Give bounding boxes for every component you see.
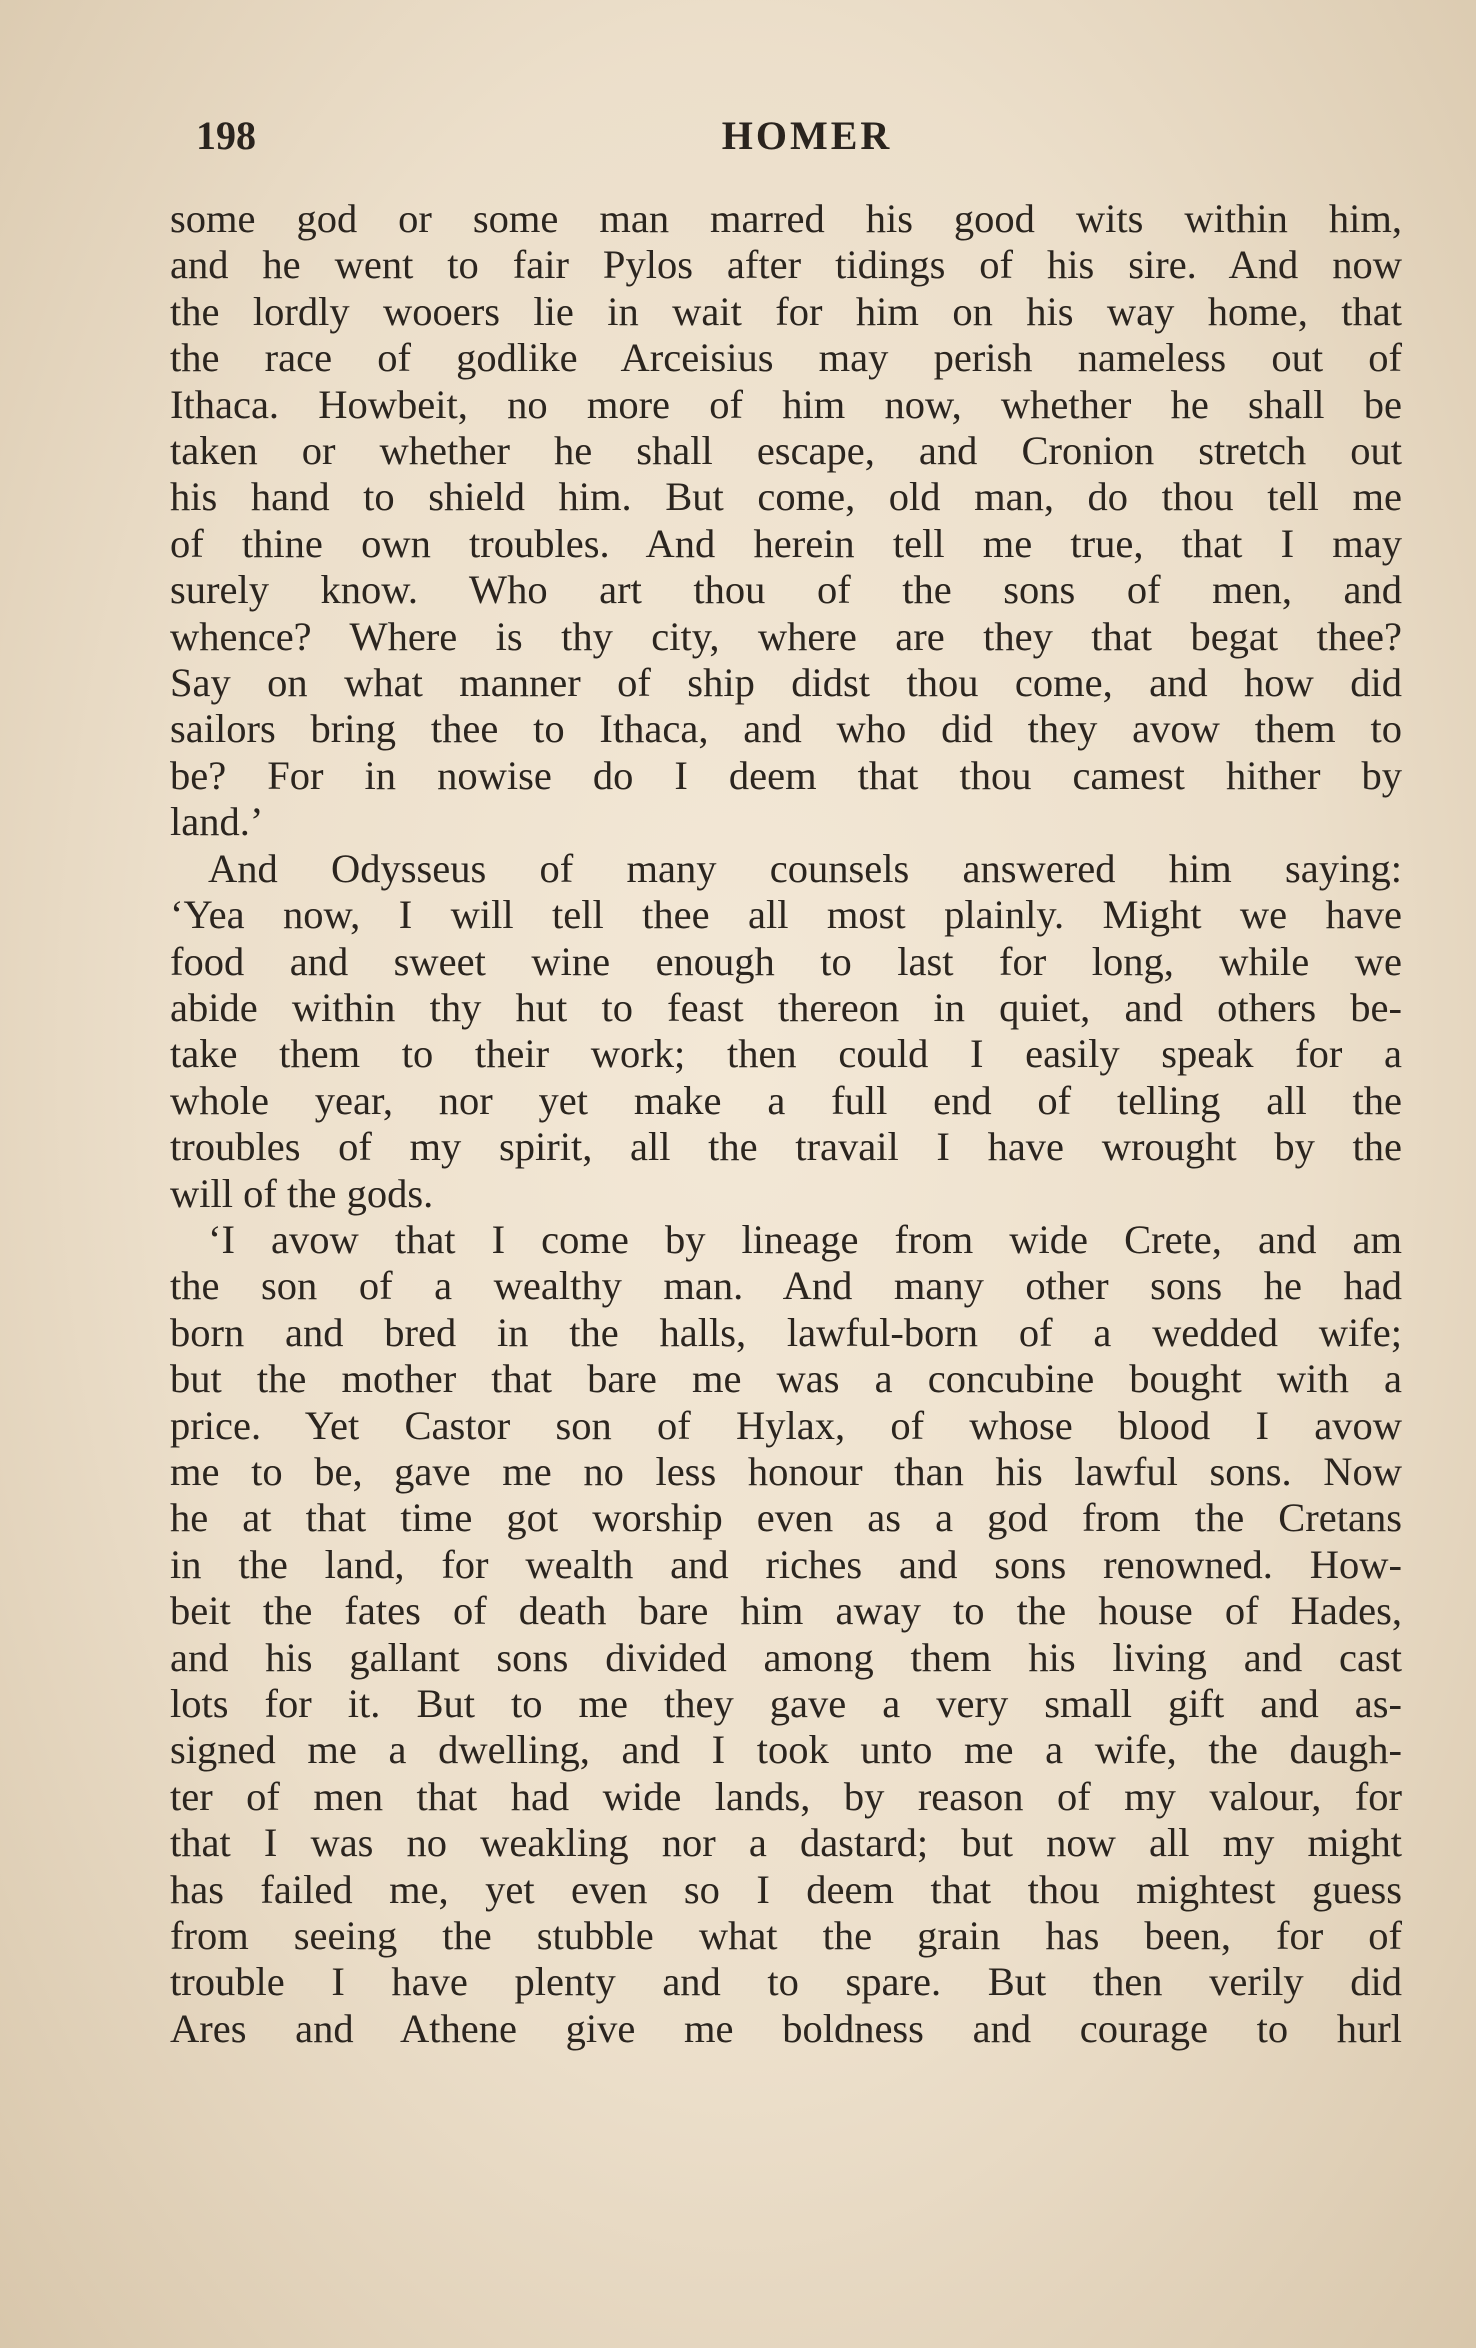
- text-line: from seeing the stubble what the grain has been, for of: [170, 1913, 1402, 1959]
- text-line: beit the fates of death bare him away to the house of Hades,: [170, 1588, 1402, 1634]
- text-line: abide within thy hut to feast thereon in quiet, and others be-: [170, 984, 1402, 1030]
- text-line: Ares and Athene give me boldness and courage to hurl: [170, 2005, 1402, 2051]
- text-line: whence? Where is thy city, where are they that begat thee?: [170, 613, 1402, 659]
- text-line: will of the gods.: [170, 1170, 434, 1216]
- text-line: land.’: [170, 799, 264, 845]
- text-line: in the land, for wealth and riches and sons renowned. How-: [170, 1541, 1402, 1587]
- text-line: and his gallant sons divided among them his living and cast: [170, 1634, 1402, 1680]
- text-line: ter of men that had wide lands, by reason of my valour, for: [170, 1773, 1402, 1819]
- text-line: ‘Yea now, I will tell thee all most plainly. Might we have: [170, 892, 1402, 938]
- text-line: take them to their work; then could I easily speak for a: [170, 1031, 1402, 1077]
- page-header: [196, 112, 1396, 172]
- text-line: of thine own troubles. And herein tell me true, that I may: [170, 520, 1402, 566]
- text-line: Say on what manner of ship didst thou come, and how did: [170, 660, 1402, 706]
- text-line: surely know. Who art thou of the sons of men, and: [170, 567, 1402, 613]
- text-line: price. Yet Castor son of Hylax, of whose blood I avow: [170, 1402, 1402, 1448]
- text-line: food and sweet wine enough to last for long, while we: [170, 938, 1402, 984]
- text-line: but the mother that bare me was a concubine bought with a: [170, 1356, 1402, 1402]
- text-line: sailors bring thee to Ithaca, and who did they avow them to: [170, 706, 1402, 752]
- text-line: me to be, gave me no less honour than his lawful sons. Now: [170, 1448, 1402, 1494]
- text-line: be? For in nowise do I deem that thou camest hither by: [170, 752, 1402, 798]
- text-line: troubles of my spirit, all the travail I have wrought by the: [170, 1124, 1402, 1170]
- text-line: the lordly wooers lie in wait for him on his way home, that: [170, 288, 1402, 334]
- text-line: born and bred in the halls, lawful-born of a wedded wife;: [170, 1309, 1402, 1355]
- text-line: his hand to shield him. But come, old man, do thou tell me: [170, 474, 1402, 520]
- body-text: [170, 196, 1402, 2052]
- text-line: And Odysseus of many counsels answered him saying:: [208, 845, 1402, 891]
- text-line: lots for it. But to me they gave a very small gift and as-: [170, 1681, 1402, 1726]
- text-line: ‘I avow that I come by lineage from wide Crete, and am: [208, 1216, 1402, 1262]
- page-number: 198: [196, 113, 256, 158]
- text-line: taken or whether he shall escape, and Cronion stretch out: [170, 428, 1402, 474]
- text-line: trouble I have plenty and to spare. But then verily did: [170, 1959, 1402, 2005]
- text-line: the son of a wealthy man. And many other sons he had: [170, 1263, 1402, 1309]
- running-title: HOMER: [721, 113, 893, 158]
- text-line: signed me a dwelling, and I took unto me a wife, the daugh-: [170, 1727, 1402, 1773]
- text-line: Ithaca. Howbeit, no more of him now, whether he shall be: [170, 381, 1402, 427]
- text-line: he at that time got worship even as a god from the Cretans: [170, 1495, 1402, 1541]
- text-line: and he went to fair Pylos after tidings of his sire. And now: [170, 242, 1402, 288]
- text-line: has failed me, yet even so I deem that thou mightest guess: [170, 1866, 1402, 1912]
- text-line: whole year, nor yet make a full end of telling all the: [170, 1077, 1402, 1123]
- text-line: that I was no weakling nor a dastard; but now all my might: [170, 1820, 1402, 1866]
- text-line: the race of godlike Arceisius may perish nameless out of: [170, 335, 1402, 381]
- text-line: some god or some man marred his good wits within him,: [170, 196, 1402, 241]
